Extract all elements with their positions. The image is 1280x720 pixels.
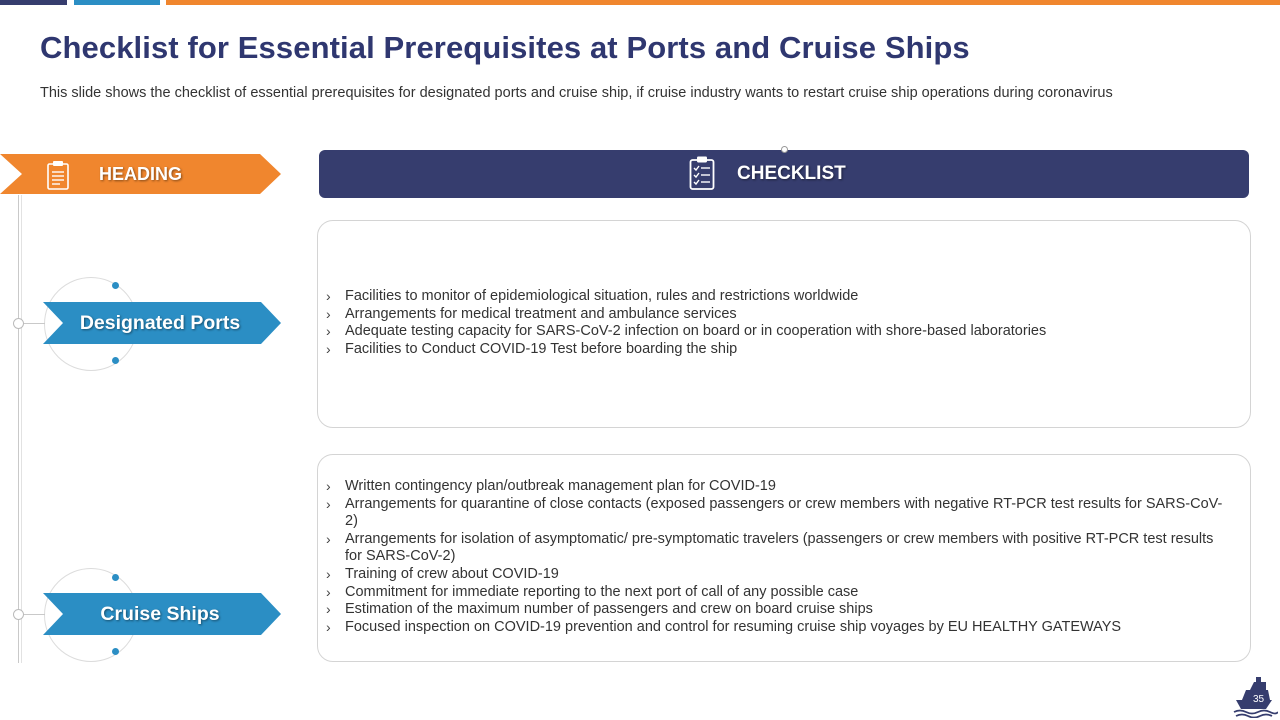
top-accent-bars (0, 0, 1280, 5)
chevron-right-icon: › (326, 288, 331, 304)
list-item: › Adequate testing capacity for SARS-CoV-2 infection on board or in cooperation with shore-based laboratories (326, 323, 1047, 340)
list-item: › Estimation of the maximum number of passengers and crew on board cruise ships (326, 601, 873, 618)
list-item: › Commitment for immediate reporting to the next port of call of any possible case (326, 583, 859, 600)
heading-label: HEADING (99, 164, 183, 184)
section-label-cruise-ships: Cruise Ships (100, 603, 220, 625)
ports-checklist (326, 288, 1231, 358)
ring-dot-top (112, 574, 119, 581)
page-number: 35 (1253, 694, 1265, 705)
ring-dot-top (112, 282, 119, 289)
clipboard-checklist-icon (689, 155, 715, 191)
ring-dot-bottom (112, 648, 119, 655)
chevron-right-icon: › (326, 305, 331, 322)
chevron-right-icon: › (326, 530, 331, 547)
slide-subtitle: This slide shows the checklist of essential prerequisites for designated ports and cruise ship, if cruise industry wants to restart cruise ship operations during coronavirus (40, 85, 1113, 101)
chevron-right-icon: › (326, 478, 331, 494)
checklist-label: CHECKLIST (737, 163, 846, 184)
slide-title: Checklist for Essential Prerequisites at Ports and Cruise Ships (40, 30, 970, 65)
chevron-right-icon: › (326, 583, 331, 600)
timeline-node (13, 609, 24, 620)
list-item: › Arrangements for quarantine of close contacts (exposed passengers or crew members with negative RT-PCR test results for SARS-CoV-2) (326, 495, 1223, 530)
list-item: › Focused inspection on COVID-19 prevention and control for resuming cruise ship voyages by EU HEALTHY GATEWAYS (326, 618, 1122, 635)
chevron-right-icon: › (326, 495, 331, 512)
ring-dot-bottom (112, 357, 119, 364)
list-item: › Training of crew about COVID-19 (326, 565, 559, 582)
chevron-right-icon: › (326, 565, 331, 582)
chevron-right-icon: › (326, 601, 331, 618)
section-label-designated-ports: Designated Ports (79, 312, 241, 334)
accent-bar-blue (74, 0, 160, 5)
accent-bar-orange (166, 0, 1280, 5)
list-item: › Facilities to Conduct COVID-19 Test before boarding the ship (326, 340, 738, 357)
timeline-line (18, 195, 19, 663)
chevron-right-icon: › (326, 323, 331, 340)
timeline-line-shadow (21, 195, 22, 663)
clipboard-document-icon (47, 160, 69, 190)
timeline-node (13, 318, 24, 329)
header-connector-dot (781, 146, 788, 153)
list-item: › Written contingency plan/outbreak management plan for COVID-19 (326, 478, 776, 494)
cruise-checklist (326, 478, 1231, 636)
chevron-right-icon: › (326, 618, 331, 635)
list-item: › Arrangements for medical treatment and ambulance services (326, 305, 737, 322)
list-item: › Facilities to monitor of epidemiological situation, rules and restrictions worldwide (326, 288, 859, 304)
list-item: › Arrangements for isolation of asymptomatic/ pre-symptomatic travelers (passengers or crew members with positive RT-PCR test results for SARS-CoV-2) (326, 530, 1214, 565)
accent-bar-navy (0, 0, 67, 5)
chevron-right-icon: › (326, 340, 331, 357)
